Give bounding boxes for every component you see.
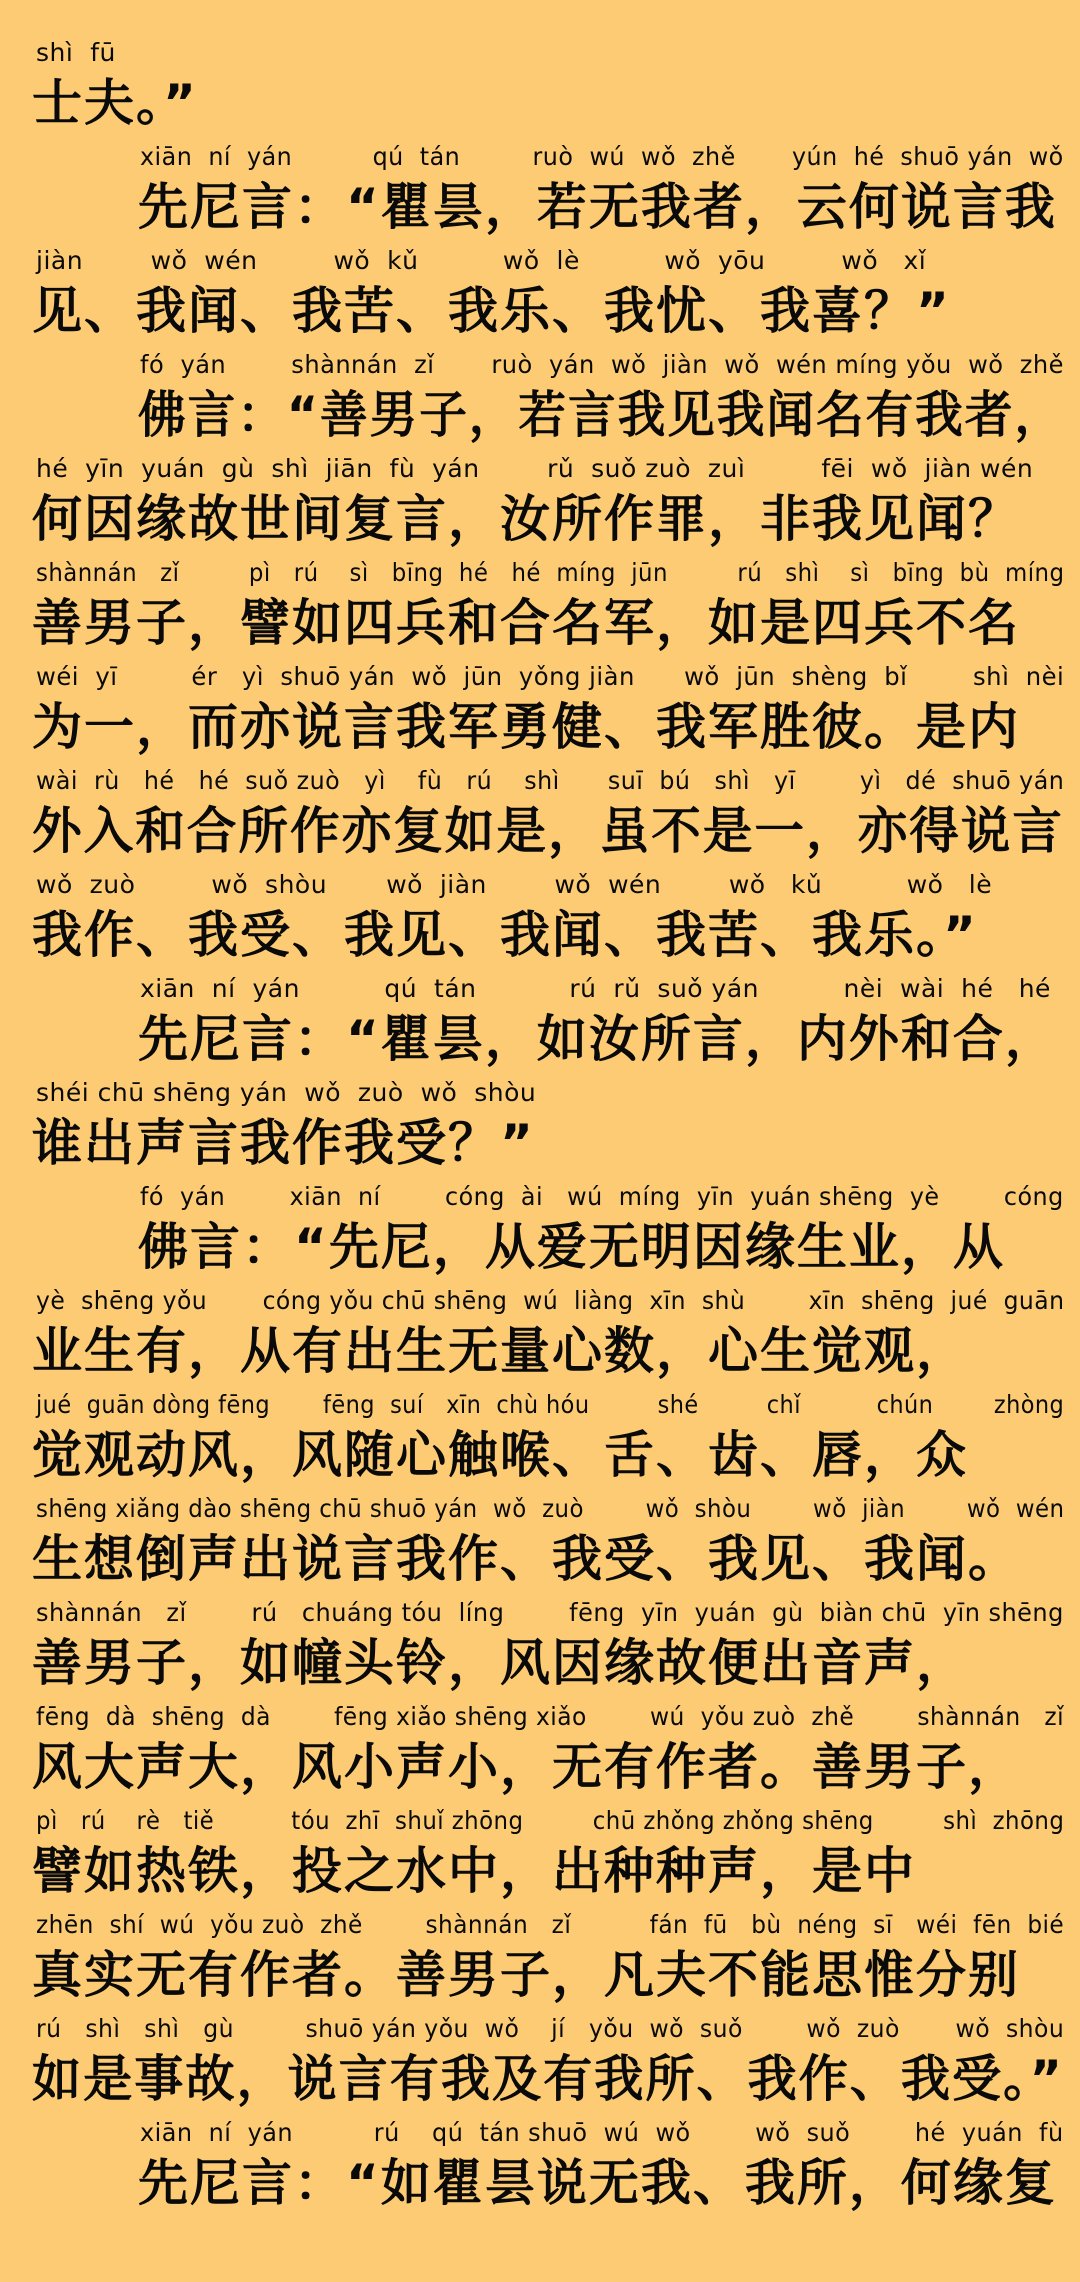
chinese-text: 外入和合所作亦复如是，虽不是一，亦得说言 [32, 802, 1064, 860]
chinese-text: 何因缘故世间复言，汝所作罪，非我见闻？ [32, 490, 1020, 548]
pinyin-annotation: jiàn wǒ wén wǒ kǔ wǒ lè wǒ yōu wǒ xǐ [36, 246, 927, 275]
text-line-16 [0, 1596, 1080, 1700]
chinese-text: 善男子，譬如四兵和合名军，如是四兵不名 [32, 594, 1020, 652]
pinyin-annotation: shànnán zǐ pì rú sì bīng hé hé míng jūn rú shì sì bīng bù míng [36, 558, 1065, 587]
pinyin-annotation: fó yán shànnán zǐ ruò yán wǒ jiàn wǒ wén míng yǒu wǒ zhě [140, 350, 1064, 379]
text-line-7 [0, 660, 1080, 764]
text-line-3 [0, 244, 1080, 348]
text-line-18 [0, 1804, 1080, 1908]
chinese-text: 先尼言：“瞿昙，如汝所言，内外和合， [138, 1010, 1057, 1068]
pinyin-annotation: yè shēng yǒu cóng yǒu chū shēng wú liàng xīn shù xīn shēng jué guān [36, 1286, 1065, 1315]
text-line-12 [0, 1180, 1080, 1284]
chinese-text: 风大声大，风小声小，无有作者。善男子， [32, 1738, 1020, 1796]
pinyin-annotation: xiān ní yán qú tán rú rǔ suǒ yán nèi wài hé hé [140, 974, 1051, 1003]
pinyin-annotation: wài rù hé hé suǒ zuò yì fù rú shì suī bú shì yī yì dé shuō yán [36, 766, 1065, 795]
chinese-text: 谁出声言我作我受？” [32, 1114, 535, 1172]
chinese-text: 如是事故，说言有我及有我所、我作、我受。” [32, 2050, 1064, 2108]
pinyin-annotation: wéi yī ér yì shuō yán wǒ jūn yǒng jiàn wǒ jūn shèng bǐ shì nèi [36, 662, 1065, 691]
pinyin-annotation: shéi chū shēng yán wǒ zuò wǒ shòu [36, 1078, 537, 1107]
pinyin-annotation: jué guān dòng fēng fēng suí xīn chù hóu shé chǐ chún zhòng [36, 1390, 1065, 1419]
chinese-text: 生想倒声出说言我作、我受、我见、我闻。 [32, 1530, 1020, 1588]
pinyin-annotation: xiān ní yán rú qú tán shuō wú wǒ wǒ suǒ hé yuán fù [140, 2118, 1064, 2147]
text-line-10 [0, 972, 1080, 1076]
pinyin-annotation: fēng dà shēng dà fēng xiǎo shēng xiǎo wú yǒu zuò zhě shànnán zǐ [36, 1702, 1065, 1731]
chinese-text: 佛言：“善男子，若言我见我闻名有我者， [138, 386, 1064, 444]
pinyin-annotation: hé yīn yuán gù shì jiān fù yán rǔ suǒ zuò zuì fēi wǒ jiàn wén [36, 454, 1034, 483]
chinese-text: 士夫。” [32, 74, 198, 132]
text-line-4 [0, 348, 1080, 452]
pinyin-annotation: rú shì shì gù shuō yán yǒu wǒ jí yǒu wǒ suǒ wǒ zuò wǒ shòu [36, 2014, 1065, 2043]
text-line-13 [0, 1284, 1080, 1388]
text-line-20 [0, 2012, 1080, 2116]
text-line-8 [0, 764, 1080, 868]
text-line-9 [0, 868, 1080, 972]
chinese-text: 先尼言：“如瞿昙说无我、我所，何缘复 [138, 2154, 1057, 2212]
text-line-17 [0, 1700, 1080, 1804]
chinese-text: 善男子，如幢头铃，风因缘故便出音声， [32, 1634, 968, 1692]
text-line-19 [0, 1908, 1080, 2012]
pinyin-annotation: xiān ní yán qú tán ruò wú wǒ zhě yún hé shuō yán wǒ [140, 142, 1064, 171]
text-line-6 [0, 556, 1080, 660]
text-line-15 [0, 1492, 1080, 1596]
pinyin-annotation: shēng xiǎng dào shēng chū shuō yán wǒ zuò wǒ shòu wǒ jiàn wǒ wén [36, 1494, 1065, 1523]
pinyin-annotation: fó yán xiān ní cóng ài wú míng yīn yuán shēng yè cóng [140, 1182, 1064, 1211]
chinese-text: 为一，而亦说言我军勇健、我军胜彼。是内 [32, 698, 1020, 756]
pinyin-annotation: shì fū [36, 38, 116, 67]
chinese-text: 业生有，从有出生无量心数，心生觉观， [32, 1322, 968, 1380]
text-line-11 [0, 1076, 1080, 1180]
pinyin-annotation: pì rú rè tiě tóu zhī shuǐ zhōng chū zhǒng zhǒng shēng shì zhōng [36, 1806, 1065, 1835]
chinese-text: 见、我闻、我苦、我乐、我忧、我喜？” [32, 282, 951, 340]
chinese-text: 譬如热铁，投之水中，出种种声，是中 [32, 1842, 916, 1900]
text-line-5 [0, 452, 1080, 556]
chinese-text: 佛言：“先尼，从爱无明因缘生业，从 [138, 1218, 1005, 1276]
pinyin-annotation: shànnán zǐ rú chuáng tóu líng fēng yīn yuán gù biàn chū yīn shēng [36, 1598, 1064, 1627]
chinese-text: 我作、我受、我见、我闻、我苦、我乐。” [32, 906, 978, 964]
text-line-1 [0, 36, 1080, 140]
chinese-text: 觉观动风，风随心触喉、舌、齿、唇，众 [32, 1426, 968, 1484]
text-line-14 [0, 1388, 1080, 1492]
chinese-text: 先尼言：“瞿昙，若无我者，云何说言我 [138, 178, 1057, 236]
chinese-text: 真实无有作者。善男子，凡夫不能思惟分别 [32, 1946, 1020, 2004]
text-line-2 [0, 140, 1080, 244]
text-line-21 [0, 2116, 1080, 2220]
pinyin-annotation: zhēn shí wú yǒu zuò zhě shànnán zǐ fán fū bù néng sī wéi fēn bié [36, 1910, 1065, 1939]
pinyin-annotation: wǒ zuò wǒ shòu wǒ jiàn wǒ wén wǒ kǔ wǒ lè [36, 870, 993, 899]
